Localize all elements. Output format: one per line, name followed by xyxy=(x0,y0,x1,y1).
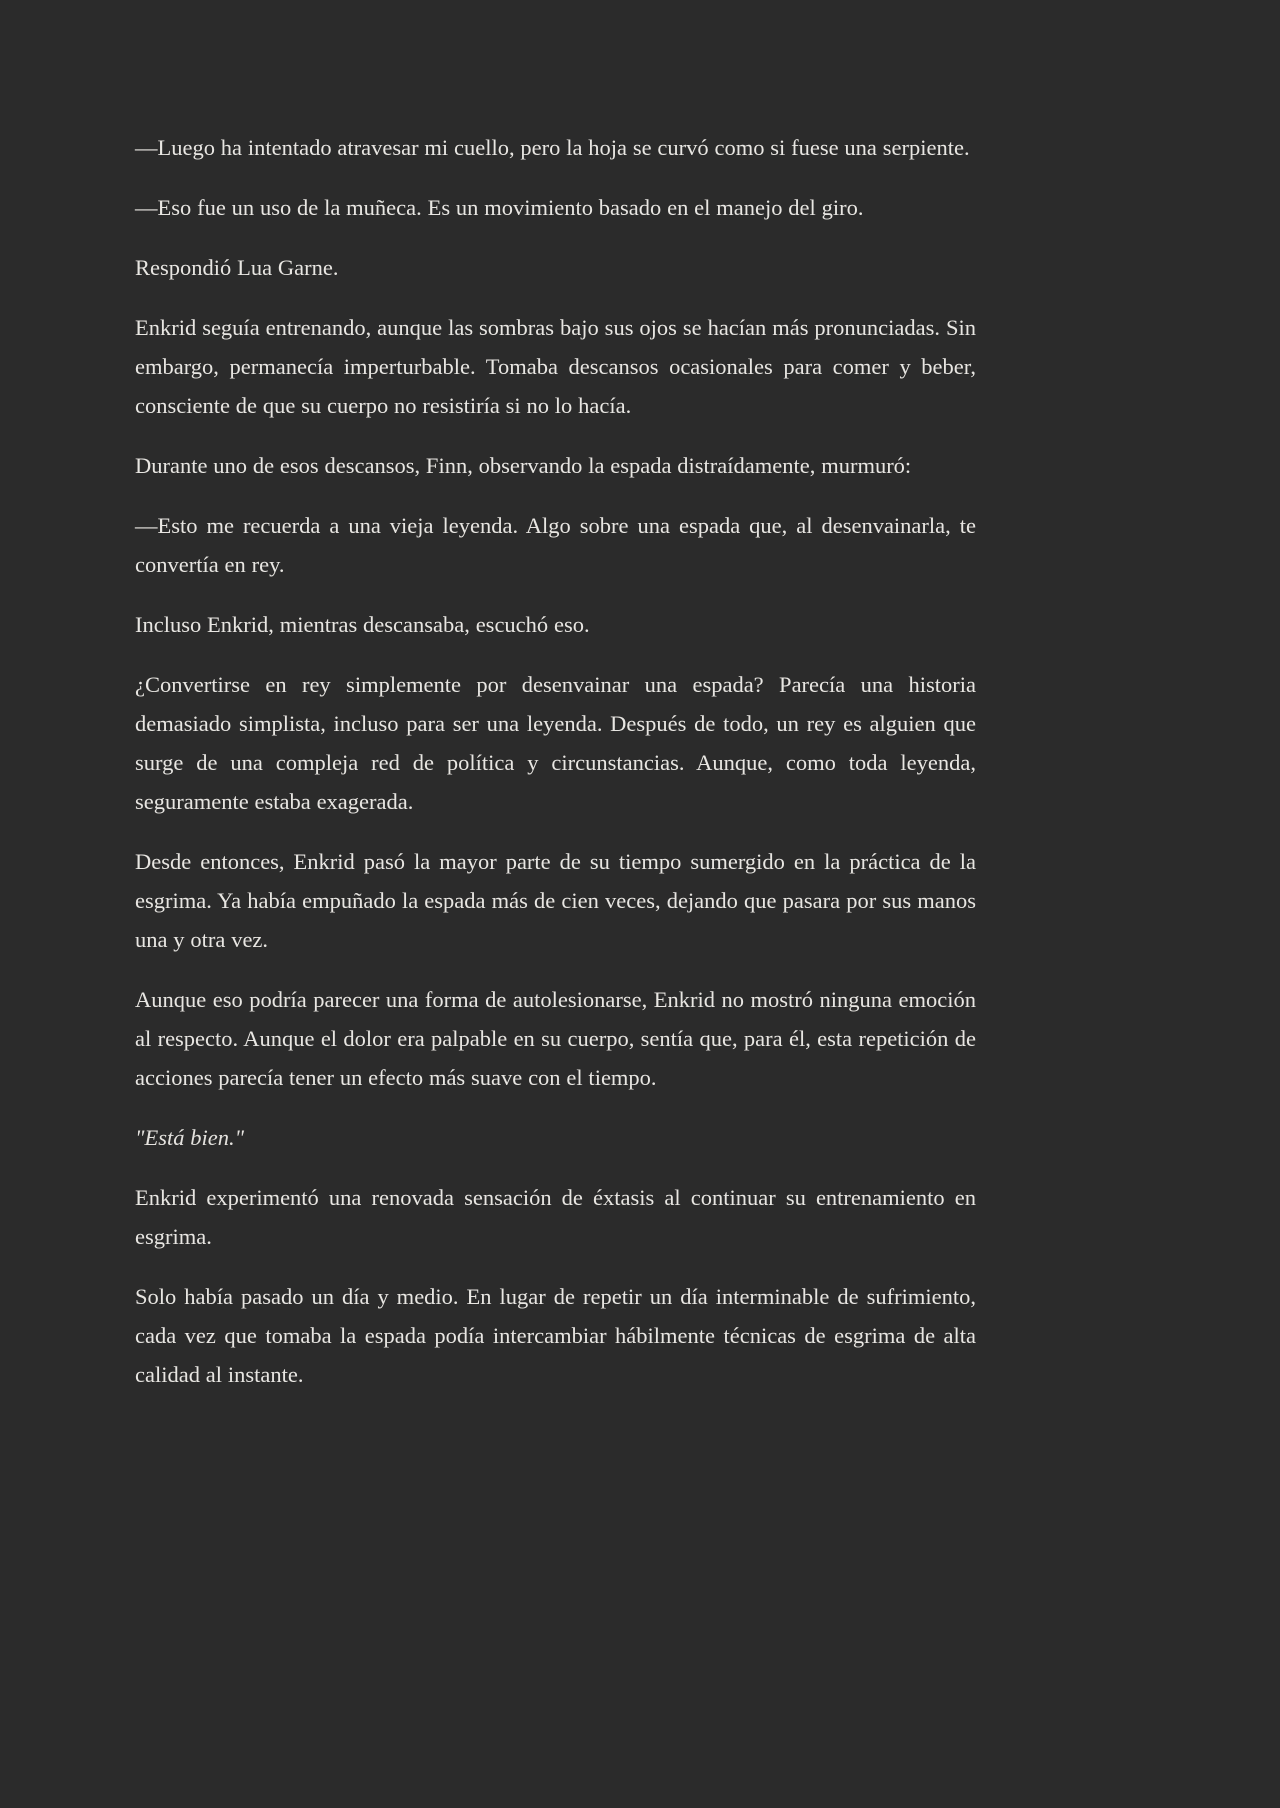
paragraph-dialogue: —Esto me recuerda a una vieja leyenda. Algo sobre una espada que, al desenvainarla, te convertía en rey. xyxy=(135,513,976,577)
paragraph: Aunque eso podría parecer una forma de autolesionarse, Enkrid no mostró ninguna emoción al respecto. Aunque el dolor era palpable en su cuerpo, sentía que, para él, esta repetición de acciones parecía tener un efecto más suave con el tiempo. xyxy=(135,987,976,1090)
paragraph-dialogue: —Eso fue un uso de la muñeca. Es un movimiento basado en el manejo del giro. xyxy=(135,195,864,220)
chapter-body xyxy=(135,128,976,1394)
paragraph: Respondió Lua Garne. xyxy=(135,255,339,280)
paragraph-inner-thought: "Está bien." xyxy=(135,1125,245,1150)
paragraph: Enkrid seguía entrenando, aunque las sombras bajo sus ojos se hacían más pronunciadas. Sin embargo, permanecía imperturbable. Tomaba descansos ocasionales para comer y beber, consciente de que su cuerpo no resistiría si no lo hacía. xyxy=(135,315,976,418)
paragraph-dialogue: —Luego ha intentado atravesar mi cuello, pero la hoja se curvó como si fuese una serpiente. xyxy=(135,135,970,160)
paragraph: Solo había pasado un día y medio. En lugar de repetir un día interminable de sufrimiento, cada vez que tomaba la espada podía intercambiar hábilmente técnicas de esgrima de alta calidad al instante. xyxy=(135,1284,976,1387)
paragraph: Enkrid experimentó una renovada sensación de éxtasis al continuar su entrenamiento en esgrima. xyxy=(135,1185,976,1249)
paragraph: Durante uno de esos descansos, Finn, observando la espada distraídamente, murmuró: xyxy=(135,453,912,478)
paragraph: Desde entonces, Enkrid pasó la mayor parte de su tiempo sumergido en la práctica de la esgrima. Ya había empuñado la espada más de cien veces, dejando que pasara por sus manos una y otra vez. xyxy=(135,849,976,952)
paragraph: ¿Convertirse en rey simplemente por desenvainar una espada? Parecía una historia demasiado simplista, incluso para ser una leyenda. Después de todo, un rey es alguien que surge de una compleja red de política y circunstancias. Aunque, como toda leyenda, seguramente estaba exagerada. xyxy=(135,672,976,814)
paragraph: Incluso Enkrid, mientras descansaba, escuchó eso. xyxy=(135,612,590,637)
